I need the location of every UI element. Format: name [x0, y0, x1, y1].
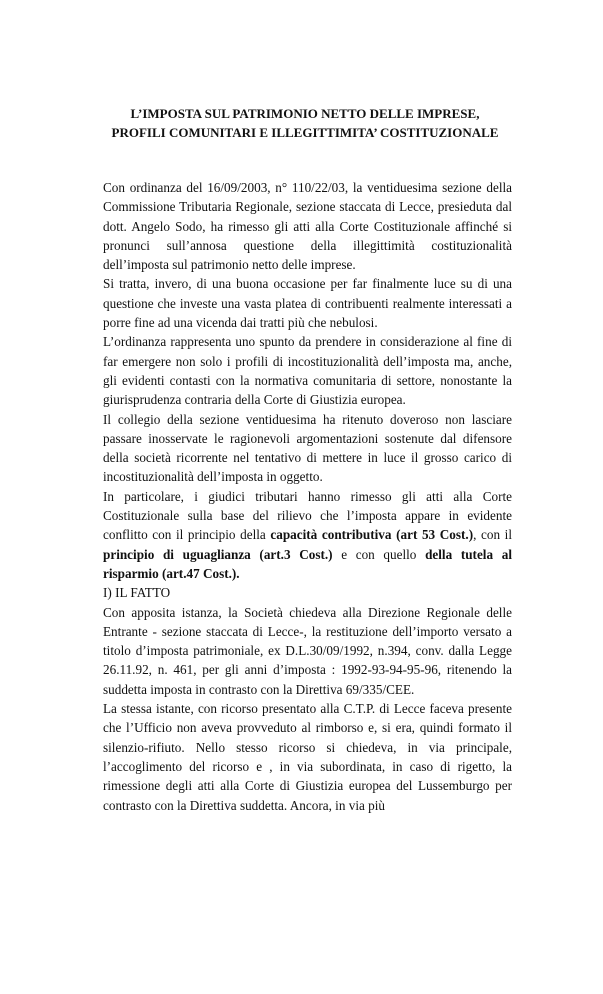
paragraph-4: Il collegio della sezione ventiduesima ha ritenuto doveroso non lasciare passare inosservate le ragionevoli argomentazioni sostenute dal difensore della società ricorrente nel tentativo di mettere in luce il grosso carico di incostituzionalità dell’imposta in oggetto.: [103, 411, 512, 485]
paragraph-7: La stessa istante, con ricorso presentato alla C.T.P. di Lecce faceva presente che l’Ufficio non aveva provveduto al rimborso e, si era, quindi formato il silenzio-rifiuto. Nello stesso ricorso si chiedeva, in via principale, l’accoglimento del ricorso e , in via subordinata, in caso di rigetto, la rimessione degli atti alla Corte di Giustizia europea del Lussemburgo per contrasto con la Direttiva suddetta. Ancora, in via più: [103, 701, 512, 813]
paragraph-1: Con ordinanza del 16/09/2003, n° 110/22/03, la ventiduesima sezione della Commissione Tributaria Regionale, sezione staccata di Lecce, presieduta dal dott. Angelo Sodo, ha rimesso gli atti alla Corte Costituzionale affinché si pronunci sull’annosa questione della illegittimità costituzionalità dell’imposta sul patrimonio netto delle imprese.: [103, 180, 512, 273]
paragraph-5: [103, 487, 512, 583]
paragraph-6: Con apposita istanza, la Società chiedeva alla Direzione Regionale delle Entrante - sezione staccata di Lecce-, la restituzione dell’importo versato a titolo d’imposta patrimoniale, ex D.L.30/09/1992, n.394, conv. dalla Legge 26.11.92, n. 461, per gli anni d’imposta : 1992-93-94-95-96, ritenendo la suddetta imposta in contrasto con la Direttiva 69/335/CEE.: [103, 604, 512, 697]
paragraph-2: Si tratta, invero, di una buona occasione per far finalmente luce su di una questione che investe una vasta platea di contribuenti realmente interessati a porre fine ad una vicenda dai tratti più che nebulosi.: [103, 276, 512, 331]
paragraph-5-text-2: , con il: [473, 527, 512, 543]
paragraph-5-text-1: In particolare, i giudici tributari hanno rimesso gli atti alla Corte Costituzionale sulla base del rilievo che l’imposta appare in evidente conflitto con il principio della: [103, 488, 512, 543]
title-line-2: PROFILI COMUNITARI E ILLEGITTIMITA’ COSTITUZIONALE: [111, 125, 499, 140]
paragraph-5-text-3: e con quello: [332, 546, 426, 562]
document-body: [103, 178, 512, 815]
paragraph-3: L’ordinanza rappresenta uno spunto da prendere in considerazione al fine di far emergere non solo i profili di incostituzionalità dell’imposta ma, anche, gli evidenti contasti con la normativa comunitaria di settore, nonostante la giurisprudenza contraria della Corte di Giustizia europea.: [103, 334, 512, 408]
bold-capacita-contributiva: capacità contributiva (art 53 Cost.): [270, 527, 474, 543]
bold-tutela-risparmio: della tutela al risparmio (art.47 Cost.).: [103, 546, 512, 581]
document-title: [60, 104, 550, 142]
bold-principio-uguaglianza: principio di uguaglianza (art.3 Cost.): [103, 546, 333, 562]
title-line-1: L’IMPOSTA SUL PATRIMONIO NETTO DELLE IMPRESE,: [130, 106, 480, 121]
section-heading-fatto: I) IL FATTO: [103, 585, 171, 601]
